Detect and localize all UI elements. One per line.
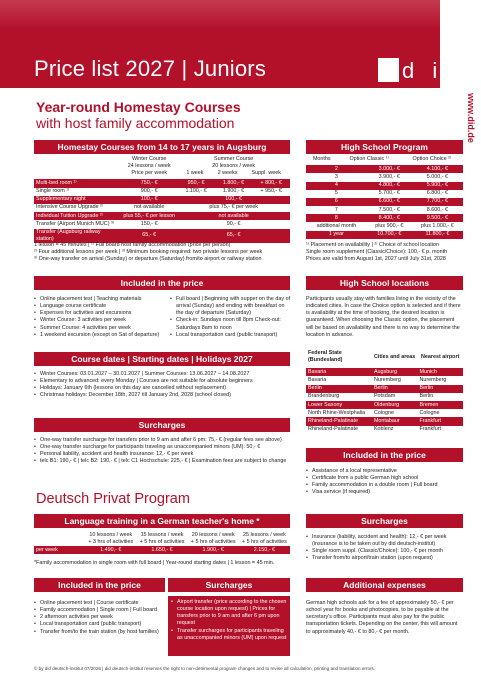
list-item: • Summer Course: 4 activities per week: [34, 325, 166, 332]
included-list-left: [34, 296, 166, 339]
privat-col: 15 lessons / week + 5 hrs of activities: [139, 532, 185, 546]
table-cell: plus 75,- € per week: [209, 204, 258, 211]
table-row: [34, 229, 290, 243]
table-cell: 8: [306, 214, 367, 222]
table-cell: + 800,- €: [252, 179, 290, 187]
table-cell: Transfer (Augsburg railway station): [34, 229, 121, 243]
list-item: • Airport transfer (price according to the chosen course location upon request) | Prices for transfers prior to 9 am and after 6 pm upon request: [171, 599, 287, 628]
table-cell: 100,- €: [121, 196, 177, 204]
table-cell: Frankfurt: [419, 426, 442, 433]
list-item: • One-way transfer surcharge for participants traveling as unaccompanied minors (UM): 50,- €: [34, 444, 290, 451]
table-row: [306, 426, 463, 434]
table-row: [306, 401, 463, 409]
table-row: [306, 376, 463, 384]
table-row: [34, 179, 290, 187]
privat-table: 10 lessons / week + 3 hrs of activities 15 lessons / week + 5 hrs of activities 20 lessons / week + 5 hrs of activities 25 lessons / week + 5 hrs of activities per week 1.490,- € 1.650,- € 1.900,- € 2.150,- € *Family accommodation in single room with full board | Year-round starting dates | 1 lesson = 45 min.: [34, 532, 290, 568]
table-cell: Brandenburg: [308, 393, 340, 400]
table-cell: Munich: [417, 368, 463, 376]
table-cell: 100,- €: [177, 196, 290, 204]
additional-expenses-bar: Additional expenses: [306, 578, 463, 592]
table-cell: Potsdam: [373, 393, 396, 400]
list-item: • Local transportation card (public transport): [34, 621, 164, 628]
table-cell: Bavaria: [308, 376, 327, 383]
privat-note: *Family accommodation in single room with full board | Year-round starting dates | 1 lesson = 45 min.: [34, 560, 275, 567]
table-cell: 6: [306, 198, 367, 206]
table-cell: 1.900,- €: [222, 188, 245, 195]
table-cell: 90,- €: [226, 220, 241, 227]
table-cell: Oldenburg: [372, 401, 418, 409]
summer-head: Summer Course 20 lessons / week 1 week 2 weeks Suppl. week: [186, 156, 281, 177]
table-cell: Lower Saxony: [306, 401, 372, 409]
high-school-bar: High School Program: [306, 140, 463, 154]
homestay-subtitle: with host family accommodation: [36, 115, 235, 131]
table-cell: 4.800,- €: [367, 182, 412, 190]
list-item: • Check-in: Sundays noon till 8pm Check-out: Saturdays 8am to noon: [170, 317, 292, 331]
did-logo: d i d: [378, 58, 474, 84]
table-cell: 5.700,- €: [378, 190, 400, 197]
list-item: • Insurance (liability, accident and health): 12,- € per week (insurance is to be taken out by did deutsch-institut): [306, 534, 463, 548]
high-school-notes: ¹⁾ Placement on availability | ²⁾ Choice of school location Single room supplement (Classic/Choice): 100,- € p. month Prices are valid from August 1st, 2027 until July 31st, 2028: [306, 242, 448, 263]
list-item: • Local transportation card (public transport): [170, 332, 292, 339]
homestay-price-table: [34, 156, 290, 243]
table-cell: not available: [134, 204, 165, 211]
table-cell: plus 55,- € per lesson: [121, 212, 177, 220]
list-item: • One-way transfer surcharge for transfers prior to 9 am and after 6 pm: 75,- € (regular fees see above): [34, 437, 290, 444]
table-cell: Berlin: [417, 385, 463, 393]
high-included-bar: Included in the price: [306, 448, 463, 462]
footer-note: © by did deutsch-institut 07/2026 | did deutsch-institut reserves the right to non-detrimental program changes and to revise all calculation, printing and translation errors.: [34, 666, 376, 671]
list-item: • Winter Courses: 03.01.2027 – 30.01.2027 | Summer Courses: 13.06.2027 – 14.08.2027: [34, 371, 290, 378]
table-cell: 65,- €: [177, 229, 290, 243]
table-cell: 2: [306, 165, 367, 173]
table-row: [306, 165, 463, 173]
list-item: • Single room suppl. (Classic/Choice): 100,- € per month: [306, 548, 463, 555]
locations-bar: High School locations: [306, 276, 463, 290]
table-cell: 7.500,- €: [378, 206, 400, 213]
high-included-list: [306, 468, 463, 497]
table-cell: 3.900,- €: [378, 173, 400, 180]
table-row: [306, 173, 463, 181]
table-cell: 6.800,- €: [426, 190, 449, 197]
list-item: • Family accommodation in a double room | Full board: [306, 482, 463, 489]
table-cell: Bremen: [417, 401, 463, 409]
privat-col: 25 lessons / week + 5 hrs of activities: [242, 532, 287, 546]
high-school-table: Months Option Classic ¹⁾ Option Choice ²⁾ 2 3.000,- € 4.100,- € 3 3.900,- € 5.000,- € 4 4.800,- € 5.900,- € 5 5.700,- € 6.800,- € 6 6.600,- € 7.700,- € 7 7.500,- € 8.600,- € 8 8.400,- € 9.500,- € additional month plus 900,- € plus 1.000,- € 1 year 10.700,- € 11.800,- €: [306, 156, 463, 239]
surcharges-list: [34, 437, 290, 466]
high-surcharges-bar: Surcharges: [306, 514, 463, 528]
list-item: • Transfer from/to the train station (by host families): [34, 629, 164, 636]
list-item: • Winter Course: 3 activities per week: [34, 317, 166, 324]
additional-expenses-text: German high schools ask for a fee of approximately 50,- € per school year for books and photocopies, to be payable at the secretary's office. Participants must also pay for the public transportation tickets. Depending on the center, this will amount to approximately 40,- € to 80,- € per month.: [306, 600, 458, 635]
table-row: [34, 204, 290, 212]
table-cell: Frankfurt: [417, 417, 463, 425]
table-cell: Intensive Course Upgrade ²⁾: [36, 204, 104, 211]
table-cell: 8.600,- €: [426, 206, 449, 213]
table-cell: 3: [334, 173, 338, 180]
list-item: • telc B1: 190,- € | telc B2: 190,- € | telc C1 Hochschule: 225,- € | Examination fees are subject to change: [34, 458, 290, 465]
list-item: • Expenses for activities and excursions: [34, 310, 166, 317]
list-item: • 1 weekend excursion (except on Sat of departure): [34, 332, 166, 339]
page-title: Price list 2027 | Juniors: [34, 56, 267, 81]
homestay-notes: 1 lesson = 45 minutes | ¹⁾ Full board host family accommodation (price per person) ²⁾ Four additional lessons per week | ³⁾ Minimum booking required: two private lessons per week ³⁾ One-way transfer on arrival (Sunday) or departure (Saturday) from/to airport or railway station: [34, 242, 263, 263]
privat-title: Deutsch Privat Program: [36, 491, 190, 507]
table-cell: 1.100,- €: [185, 188, 207, 195]
included-list-right: [170, 296, 292, 339]
table-cell: 9.500,- €: [412, 214, 463, 222]
table-cell: plus 1.000,- €: [421, 222, 454, 229]
header-banner: [0, 0, 481, 90]
dates-list: [34, 371, 290, 400]
table-cell: 1.800,- €: [215, 179, 252, 187]
table-cell: Individual Tuition Upgrade ²⁾: [34, 212, 121, 220]
table-cell: 1 year: [306, 231, 367, 239]
table-cell: 7: [334, 206, 338, 213]
privat-col: 10 lessons / week + 3 hrs of activities: [88, 532, 134, 546]
locations-table: Federal State (Bundesland) Cities and areas Nearest airport Bavaria Augsburg Munich Bavaria Nuremberg Nuremberg Berlin Berlin Berlin Brandenburg Potsdam Berlin Lower Saxony Oldenburg Bremen North Rhine-Westphalia Cologne Cologne Rhineland-Palatinate Montabaur Frankfurt Rhineland-Palatinate Koblenz Frankfurt: [306, 350, 463, 434]
list-item: • Christmas holidays: December 18th, 2027 till January 2nd, 2028 (school closed): [34, 392, 290, 399]
table-cell: 900,- €: [140, 188, 158, 195]
table-cell: 65,- €: [121, 229, 177, 243]
table-cell: 4: [306, 182, 367, 190]
table-cell: Cologne: [373, 409, 395, 416]
table-row: [306, 198, 463, 206]
list-item: • Transfer surcharges for participants traveling as unaccompanied minors (UM) upon request: [171, 628, 287, 642]
side-url[interactable]: www.did.de: [466, 93, 476, 143]
table-cell: 5: [334, 190, 338, 197]
table-cell: 3.000,- €: [367, 165, 412, 173]
table-row: [306, 214, 463, 222]
table-cell: 950,- €: [177, 179, 214, 187]
table-cell: Rhineland-Palatinate: [306, 417, 372, 425]
privat-bar: Language training in a German teacher's home *: [34, 514, 290, 528]
winter-head: Winter Course 24 lessons / week Price per week: [127, 156, 171, 177]
table-cell: Bavaria: [306, 368, 372, 376]
privat-included-list: [34, 600, 164, 636]
table-cell: Koblenz: [373, 426, 394, 433]
table-row: [306, 368, 463, 376]
table-row: [306, 385, 463, 393]
table-cell: Rhineland-Palatinate: [308, 426, 359, 433]
privat-surcharges-bar: Surcharges: [168, 578, 290, 592]
list-item: • Family accommodation | Single room | Full board: [34, 607, 164, 614]
table-cell: Multi-bed room ¹⁾: [34, 179, 121, 187]
high-surcharges-list: [306, 534, 463, 563]
homestay-title: Year-round Homestay Courses: [36, 99, 241, 115]
dates-bar: Course dates | Starting dates | Holidays 2027: [34, 352, 290, 366]
privat-included-bar: Included in the price: [34, 578, 165, 592]
table-cell: Supplementary night: [34, 196, 121, 204]
list-item: • Certificate from a public German high school: [306, 475, 463, 482]
table-cell: Montabaur: [372, 417, 418, 425]
table-cell: Augsburg: [372, 368, 418, 376]
table-row: [306, 409, 463, 417]
table-row: [306, 182, 463, 190]
table-row: [306, 393, 463, 401]
surcharges-bar: Surcharges: [34, 418, 290, 432]
table-row: [306, 190, 463, 198]
table-cell: + 950,- €: [260, 188, 282, 195]
table-row: [34, 212, 290, 220]
table-row: [34, 188, 290, 196]
table-row: [306, 231, 463, 239]
list-item: • Assistance of a local representative: [306, 468, 463, 475]
table-row: [34, 196, 290, 204]
table-cell: North Rhine-Westphalia: [308, 409, 366, 416]
table-cell: Berlin: [419, 393, 434, 400]
list-item: • Transfer from/to airport/train station (upon request): [306, 555, 463, 562]
table-cell: 8.400,- €: [367, 214, 412, 222]
table-cell: Transfer (Airport Munich MUC) ³⁾: [36, 220, 115, 227]
table-cell: Nuremberg: [419, 376, 447, 383]
table-cell: 5.900,- €: [412, 182, 463, 190]
list-item: • Language course certificate: [34, 303, 166, 310]
table-row: [306, 417, 463, 425]
list-item: • Visa service (if required): [306, 489, 463, 496]
table-cell: 750,- €: [121, 179, 177, 187]
homestay-bar: Homestay Courses from 14 to 17 years in Augsburg: [34, 140, 290, 154]
table-cell: 10.700,- €: [367, 231, 412, 239]
table-cell: 6.600,- €: [367, 198, 412, 206]
table-cell: 5.000,- €: [426, 173, 449, 180]
list-item: • Elementary to advanced: every Monday | Courses are not suitable for absolute beginners: [34, 378, 290, 385]
list-item: • Personal liability, accident and health insurance: 12,- € per week: [34, 451, 290, 458]
table-cell: 11.800,- €: [412, 231, 463, 239]
table-cell: additional month: [316, 222, 357, 229]
table-cell: Berlin: [306, 385, 372, 393]
list-item: • Full board | Beginning with supper on the day of arrival (Sunday) and ending with breakfast on the day of departure (Saturday): [170, 296, 292, 317]
table-cell: plus 900,- €: [375, 222, 404, 229]
list-item: • Online placement test | Teaching materials: [34, 296, 166, 303]
privat-col: 20 lessons / week + 5 hrs of activities: [190, 532, 236, 546]
privat-surcharges-box: [168, 596, 290, 656]
table-cell: Berlin: [372, 385, 418, 393]
included-bar: Included in the price: [34, 276, 290, 290]
table-cell: 7.700,- €: [412, 198, 463, 206]
table-row: [306, 206, 463, 214]
table-cell: Cologne: [419, 409, 440, 416]
locations-text: Participants usually stay with families living in the vicinity of the indicated cities. In case the Choice option is selected and if there is availability at the time of booking, the desired location is guaranteed. When choosing the Classic option, the placement will be based on availability and there is no way to determine the location in advance.: [306, 296, 461, 338]
table-cell: 150,- €: [140, 220, 158, 227]
list-item: • Online placement test | Course certificate: [34, 600, 164, 607]
list-item: • 2 afternoon activities per week: [34, 614, 164, 621]
table-row: [306, 222, 463, 230]
table-row: [34, 220, 290, 228]
table-cell: not available: [177, 212, 290, 220]
table-cell: Nuremberg: [373, 376, 401, 383]
table-cell: 4.100,- €: [412, 165, 463, 173]
table-cell: Single room ¹⁾: [36, 188, 70, 195]
list-item: • Holidays: January 6th (lessons on this day are cancelled without replacement): [34, 385, 290, 392]
